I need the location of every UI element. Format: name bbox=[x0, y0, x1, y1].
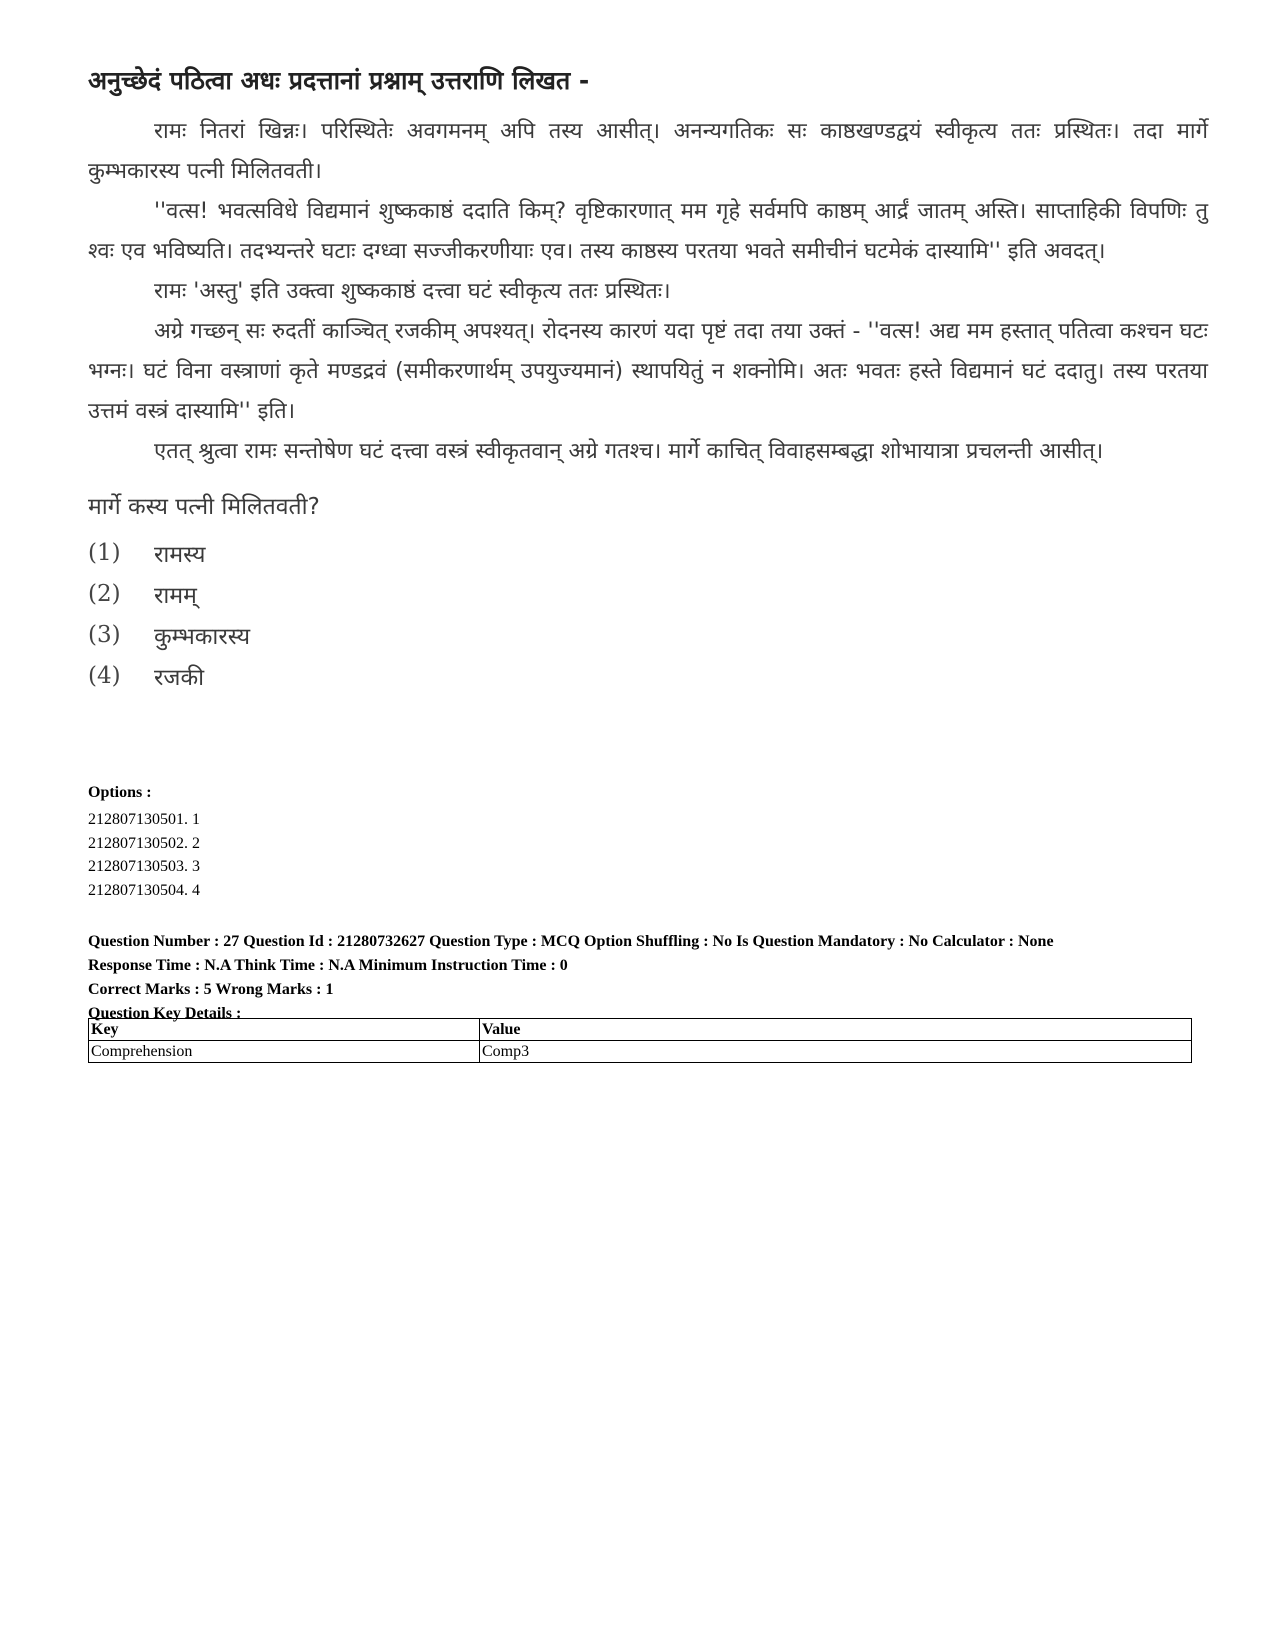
table-row bbox=[89, 1041, 1192, 1063]
question-info-line-4: Question Key Details : bbox=[88, 1005, 242, 1022]
table-header-row bbox=[89, 1019, 1192, 1041]
question-key-table bbox=[88, 1018, 1192, 1063]
choice-text: रामम् bbox=[154, 582, 197, 609]
table-cell-value: Comp3 bbox=[480, 1041, 1192, 1063]
question-info-line-2: Response Time : N.A Think Time : N.A Minimum Instruction Time : 0 bbox=[88, 957, 568, 974]
option-item-1: 212807130501. 1 bbox=[88, 811, 200, 828]
passage-paragraph-3: रामः 'अस्तु' इति उक्त्वा शुष्ककाष्ठं दत्त्वा घटं स्वीकृत्य ततः प्रस्थितः। bbox=[154, 279, 671, 304]
choice-2 bbox=[88, 573, 1208, 614]
option-item-3: 212807130503. 3 bbox=[88, 858, 200, 876]
question-info-line-1: Question Number : 27 Question Id : 21280732627 Question Type : MCQ Option Shuffling : No Is Question Mandatory : No Calculator : None bbox=[88, 933, 1054, 950]
passage-heading: अनुच्छेदं पठित्वा अधः प्रदत्तानां प्रश्नाम् उत्तराणि लिखत - bbox=[88, 66, 590, 95]
choice-text: कुम्भकारस्य bbox=[154, 623, 251, 650]
passage-scan bbox=[88, 64, 1208, 774]
options-list bbox=[88, 808, 1188, 902]
question-text: मार्गे कस्य पत्नी मिलितवती? bbox=[88, 494, 320, 520]
question-info bbox=[88, 930, 1188, 1026]
choice-text: रामस्य bbox=[154, 541, 206, 568]
passage-paragraph-1: रामः नितरां खिन्नः। परिस्थितेः अवगमनम् अपि तस्य आसीत्। अनन्यगतिकः सः काष्ठखण्डद्वयं स्वीकृत्य ततः प्रस्थितः। तदा मार्गे कुम्भकारस्य पत्नी मिलितवती। bbox=[88, 119, 1208, 184]
option-item-4: 212807130504. 4 bbox=[88, 881, 200, 899]
question-info-line-3: Correct Marks : 5 Wrong Marks : 1 bbox=[88, 981, 334, 998]
column-header-value: Value bbox=[480, 1019, 1192, 1041]
passage-paragraph-2: ''वत्स! भवत्सविधे विद्यमानं शुष्ककाष्ठं ददाति किम्? वृष्टिकारणात् मम गृहे सर्वमपि काष्ठम् आर्द्रं जातम् अस्ति। साप्ताहिकी विपणिः तु श्वः एव भविष्यति। तदभ्यन्तरे घटाः दग्ध्वा सज्जीकरणीयाः एव। तस्य काष्ठस्य परतया भवते समीचीनं घटमेकं दास्यामि'' इति अवदत्। bbox=[88, 199, 1208, 264]
choice-number: (3) bbox=[88, 621, 121, 648]
choice-number: (2) bbox=[88, 580, 121, 607]
passage-paragraph-5: एतत् श्रुत्वा रामः सन्तोषेण घटं दत्त्वा वस्त्रं स्वीकृतवान् अग्रे गतश्च। मार्गे काचित् विवाहसम्बद्धा शोभायात्रा प्रचलन्ती आसीत्। bbox=[154, 439, 1104, 464]
table-cell-key: Comprehension bbox=[89, 1041, 480, 1063]
option-item-2: 212807130502. 2 bbox=[88, 834, 200, 852]
choice-number: (1) bbox=[88, 539, 121, 566]
passage-paragraph-4: अग्रे गच्छन् सः रुदतीं काञ्चित् रजकीम् अपश्यत्। रोदनस्य कारणं यदा पृष्टं तदा तया उक्तं - ''वत्स! अद्य मम हस्तात् पतित्वा कश्चन घटः भग्नः। घटं विना वस्त्राणां कृते मण्डद्रवं (समीकरणार्थम् उपयुज्यमानं) स्थापयितुं न शक्नोमि। अतः भवतः हस्ते विद्यमानं घटं ददातु। तस्य परतया उत्तमं वस्त्रं दास्यामि'' इति। bbox=[88, 319, 1208, 424]
column-header-key: Key bbox=[89, 1019, 480, 1041]
options-title: Options : bbox=[88, 784, 152, 801]
choice-3 bbox=[88, 614, 1208, 655]
choice-1 bbox=[88, 532, 1208, 573]
choice-text: रजकी bbox=[154, 664, 205, 691]
choice-number: (4) bbox=[88, 662, 121, 689]
choice-4 bbox=[88, 655, 1208, 696]
